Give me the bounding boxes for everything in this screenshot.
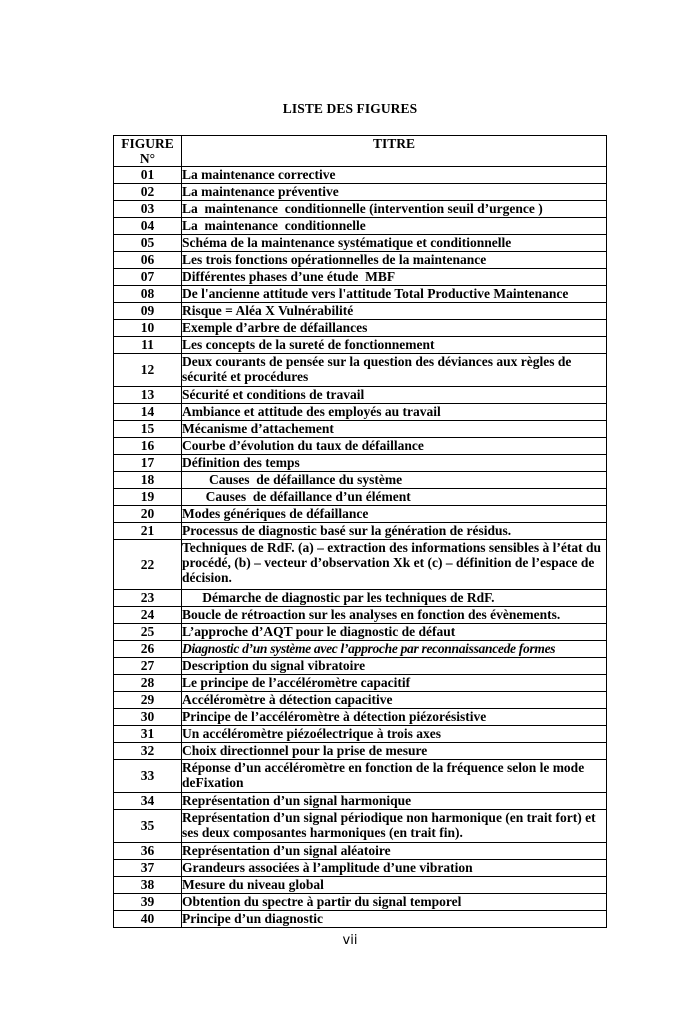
figure-number: 18 — [114, 472, 182, 489]
table-row — [114, 523, 607, 540]
figure-title: Principe de l’accéléromètre à détection piézorésistive — [182, 709, 607, 726]
figure-title: Courbe d’évolution du taux de défaillance — [182, 438, 607, 455]
figure-title: La maintenance corrective — [182, 167, 607, 184]
table-row — [114, 421, 607, 438]
figure-title: Mécanisme d’attachement — [182, 421, 607, 438]
figure-number: 37 — [114, 860, 182, 877]
figure-number: 40 — [114, 911, 182, 928]
table-row — [114, 167, 607, 184]
figure-title: La maintenance préventive — [182, 184, 607, 201]
table-row — [114, 743, 607, 760]
figure-number: 12 — [114, 354, 182, 387]
table-row — [114, 760, 607, 793]
table-row — [114, 624, 607, 641]
table-row — [114, 184, 607, 201]
figure-title: Ambiance et attitude des employés au travail — [182, 404, 607, 421]
figure-number: 03 — [114, 201, 182, 218]
figure-number: 34 — [114, 793, 182, 810]
table-row — [114, 218, 607, 235]
header-title: TITRE — [182, 136, 607, 167]
table-row — [114, 235, 607, 252]
table-row — [114, 911, 607, 928]
page-number: vii — [342, 933, 358, 948]
figure-number: 22 — [114, 540, 182, 590]
table-row — [114, 793, 607, 810]
figure-number: 14 — [114, 404, 182, 421]
table-row — [114, 269, 607, 286]
figure-title: Le principe de l’accéléromètre capacitif — [182, 675, 607, 692]
figure-number: 16 — [114, 438, 182, 455]
table-row — [114, 455, 607, 472]
table-row — [114, 354, 607, 387]
figure-title: Mesure du niveau global — [182, 877, 607, 894]
table-row — [114, 337, 607, 354]
figure-title: Grandeurs associées à l’amplitude d’une vibration — [182, 860, 607, 877]
figure-number: 27 — [114, 658, 182, 675]
figure-number: 32 — [114, 743, 182, 760]
figure-title: De l'ancienne attitude vers l'attitude Total Productive Maintenance — [182, 286, 607, 303]
table-row — [114, 303, 607, 320]
figure-number: 09 — [114, 303, 182, 320]
figure-number: 28 — [114, 675, 182, 692]
figure-number: 08 — [114, 286, 182, 303]
figure-title: Diagnostic d’un système avec l’approche par reconnaissancede formes — [182, 641, 607, 658]
figure-number: 07 — [114, 269, 182, 286]
table-row — [114, 860, 607, 877]
table-row — [114, 320, 607, 337]
figure-title: Représentation d’un signal périodique non harmonique (en trait fort) et ses deux composantes harmoniques (en trait fin). — [182, 810, 607, 843]
figure-number: 04 — [114, 218, 182, 235]
figure-number: 21 — [114, 523, 182, 540]
table-row — [114, 709, 607, 726]
figure-number: 20 — [114, 506, 182, 523]
figure-number: 13 — [114, 387, 182, 404]
figure-title: Causes de défaillance d’un élément — [182, 489, 607, 506]
figure-title: Représentation d’un signal aléatoire — [182, 843, 607, 860]
figure-number: 35 — [114, 810, 182, 843]
figure-number: 01 — [114, 167, 182, 184]
figure-title: Définition des temps — [182, 455, 607, 472]
table-row — [114, 726, 607, 743]
figure-number: 17 — [114, 455, 182, 472]
figure-title: Techniques de RdF. (a) – extraction des informations sensibles à l’état du procédé, (b) – vecteur d’observation Xk et (c) – définition de l’espace de décision. — [182, 540, 607, 590]
figure-title: Choix directionnel pour la prise de mesure — [182, 743, 607, 760]
figure-title: Principe d’un diagnostic — [182, 911, 607, 928]
table-row — [114, 675, 607, 692]
table-row — [114, 540, 607, 590]
table-header-row — [114, 136, 607, 167]
figure-title: Les concepts de la sureté de fonctionnement — [182, 337, 607, 354]
figure-title: Différentes phases d’une étude MBF — [182, 269, 607, 286]
figure-number: 38 — [114, 877, 182, 894]
figure-number: 24 — [114, 607, 182, 624]
table-row — [114, 489, 607, 506]
table-row — [114, 894, 607, 911]
table-row — [114, 810, 607, 843]
figure-number: 23 — [114, 590, 182, 607]
figure-number: 11 — [114, 337, 182, 354]
figure-title: Représentation d’un signal harmonique — [182, 793, 607, 810]
table-row — [114, 404, 607, 421]
table-row — [114, 658, 607, 675]
page-title: LISTE DES FIGURES — [282, 101, 418, 116]
table-row — [114, 387, 607, 404]
table-row — [114, 607, 607, 624]
table-row — [114, 201, 607, 218]
figure-number: 06 — [114, 252, 182, 269]
figure-number: 36 — [114, 843, 182, 860]
figure-title: L’approche d’AQT pour le diagnostic de défaut — [182, 624, 607, 641]
figure-title: Démarche de diagnostic par les techniques de RdF. — [182, 590, 607, 607]
figure-number: 26 — [114, 641, 182, 658]
figure-title: Processus de diagnostic basé sur la génération de résidus. — [182, 523, 607, 540]
figure-number: 33 — [114, 760, 182, 793]
figure-number: 02 — [114, 184, 182, 201]
figure-title: La maintenance conditionnelle — [182, 218, 607, 235]
figure-title: Boucle de rétroaction sur les analyses en fonction des évènements. — [182, 607, 607, 624]
figure-number: 25 — [114, 624, 182, 641]
figure-number: 10 — [114, 320, 182, 337]
figure-number: 29 — [114, 692, 182, 709]
figure-title: Schéma de la maintenance systématique et conditionnelle — [182, 235, 607, 252]
figure-title: Obtention du spectre à partir du signal temporel — [182, 894, 607, 911]
table-row — [114, 641, 607, 658]
figure-title: Description du signal vibratoire — [182, 658, 607, 675]
figure-title: Exemple d’arbre de défaillances — [182, 320, 607, 337]
figure-title: Sécurité et conditions de travail — [182, 387, 607, 404]
figure-title: Un accéléromètre piézoélectrique à trois axes — [182, 726, 607, 743]
figure-title: Modes génériques de défaillance — [182, 506, 607, 523]
figure-title: Accéléromètre à détection capacitive — [182, 692, 607, 709]
table-row — [114, 472, 607, 489]
figure-title: Deux courants de pensée sur la question des déviances aux règles de sécurité et procédures — [182, 354, 607, 387]
figure-title: Réponse d’un accéléromètre en fonction de la fréquence selon le mode deFixation — [182, 760, 607, 793]
table-row — [114, 506, 607, 523]
table-row — [114, 877, 607, 894]
table-row — [114, 843, 607, 860]
figure-title: La maintenance conditionnelle (intervention seuil d’urgence ) — [182, 201, 607, 218]
table-row — [114, 590, 607, 607]
figure-title: Causes de défaillance du système — [182, 472, 607, 489]
table-row — [114, 692, 607, 709]
figure-number: 19 — [114, 489, 182, 506]
figure-number: 31 — [114, 726, 182, 743]
table-row — [114, 252, 607, 269]
table-row — [114, 286, 607, 303]
figure-number: 05 — [114, 235, 182, 252]
figure-number: 15 — [114, 421, 182, 438]
figure-title: Les trois fonctions opérationnelles de la maintenance — [182, 252, 607, 269]
figure-number: 39 — [114, 894, 182, 911]
figure-title: Risque = Aléa X Vulnérabilité — [182, 303, 607, 320]
header-figure-number: FIGURE N° — [114, 136, 182, 167]
figure-number: 30 — [114, 709, 182, 726]
table-row — [114, 438, 607, 455]
figures-table — [113, 135, 607, 928]
